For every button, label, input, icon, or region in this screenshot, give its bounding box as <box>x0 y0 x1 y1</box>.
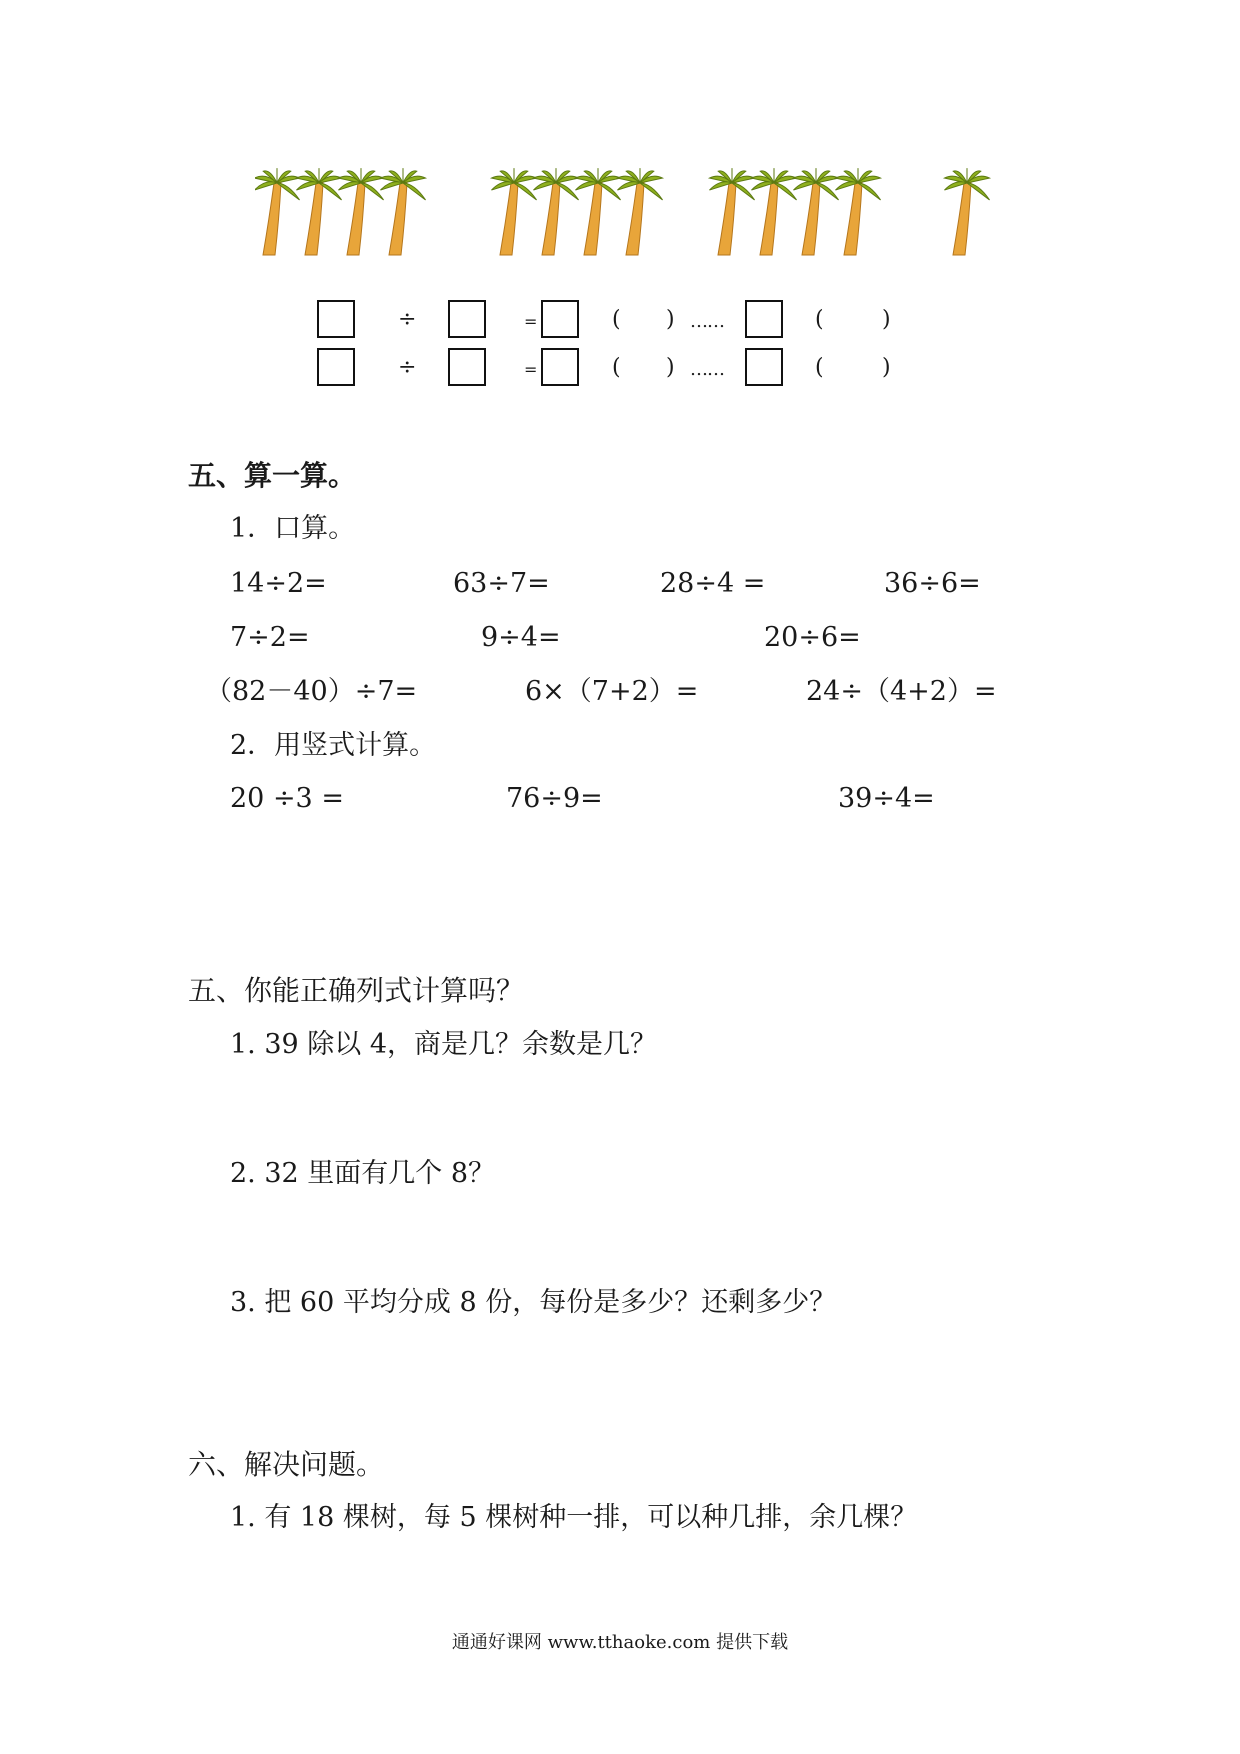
paren-open: ( <box>815 355 824 380</box>
divide-sign: ÷ <box>398 307 417 332</box>
answer-box-remainder[interactable] <box>745 300 783 338</box>
problem: 9÷4= <box>481 622 561 653</box>
palm-tree-icon <box>575 169 620 255</box>
paren-close: ) <box>666 355 675 380</box>
equals-sign: = <box>524 312 538 331</box>
problem: 20 ÷3 = <box>230 783 344 814</box>
section-6-title: 六、解决问题。 <box>188 1448 385 1481</box>
answer-box-dividend[interactable] <box>317 300 355 338</box>
answer-box-remainder[interactable] <box>745 348 783 386</box>
divide-sign: ÷ <box>398 355 417 380</box>
problem: 6×（7+2）= <box>525 676 699 707</box>
palm-tree-icon <box>709 169 754 255</box>
problem: 63÷7= <box>453 568 550 599</box>
palm-tree-icon <box>491 169 536 255</box>
palm-tree-icon <box>255 169 300 255</box>
paren-close: ) <box>666 307 675 332</box>
palm-tree-icon <box>338 169 383 255</box>
problem: 36÷6= <box>884 568 981 599</box>
equals-sign: = <box>524 360 538 379</box>
problem: 24÷（4+2）= <box>806 676 997 707</box>
problem: 14÷2= <box>230 568 327 599</box>
part-1-label: 1．口算。 <box>230 513 356 544</box>
paren-open: ( <box>612 355 621 380</box>
palm-tree-icon <box>617 169 662 255</box>
remainder-dots: …… <box>690 311 724 332</box>
problem: 7÷2= <box>230 622 310 653</box>
question-2: 2. 32 里面有几个 8？ <box>230 1158 496 1189</box>
footer-text: 通通好课网 www.tthaoke.com 提供下载 <box>451 1632 789 1653</box>
problem: 39÷4= <box>838 783 935 814</box>
palm-tree-illustration <box>255 155 1015 260</box>
section-5-title: 五、算一算。 <box>188 459 357 492</box>
question-1: 1. 有 18 棵树，每 5 棵树种一排，可以种几排，余几棵？ <box>230 1502 918 1533</box>
part-2-label: 2．用竖式计算。 <box>230 730 437 761</box>
paren-close: ) <box>882 355 891 380</box>
palm-tree-icon <box>296 169 341 255</box>
section-5b-title: 五、你能正确列式计算吗？ <box>188 974 525 1007</box>
answer-box-quotient[interactable] <box>541 300 579 338</box>
problem: 28÷4 = <box>660 568 766 599</box>
answer-box-dividend[interactable] <box>317 348 355 386</box>
problem: （82－40）÷7= <box>205 676 418 707</box>
paren-open: ( <box>612 307 621 332</box>
answer-box-quotient[interactable] <box>541 348 579 386</box>
palm-tree-icon <box>751 169 796 255</box>
palm-tree-icon <box>793 169 838 255</box>
problem: 76÷9= <box>506 783 603 814</box>
palm-tree-icon <box>380 169 425 255</box>
palm-tree-icon <box>533 169 578 255</box>
answer-box-divisor[interactable] <box>448 348 486 386</box>
remainder-dots: …… <box>690 359 724 380</box>
answer-box-divisor[interactable] <box>448 300 486 338</box>
palm-tree-icon <box>835 169 880 255</box>
palm-tree-icon <box>944 169 989 255</box>
question-3: 3. 把 60 平均分成 8 份，每份是多少？还剩多少？ <box>230 1287 837 1318</box>
paren-open: ( <box>815 307 824 332</box>
problem: 20÷6= <box>764 622 861 653</box>
question-1: 1. 39 除以 4，商是几？余数是几？ <box>230 1029 658 1060</box>
paren-close: ) <box>882 307 891 332</box>
